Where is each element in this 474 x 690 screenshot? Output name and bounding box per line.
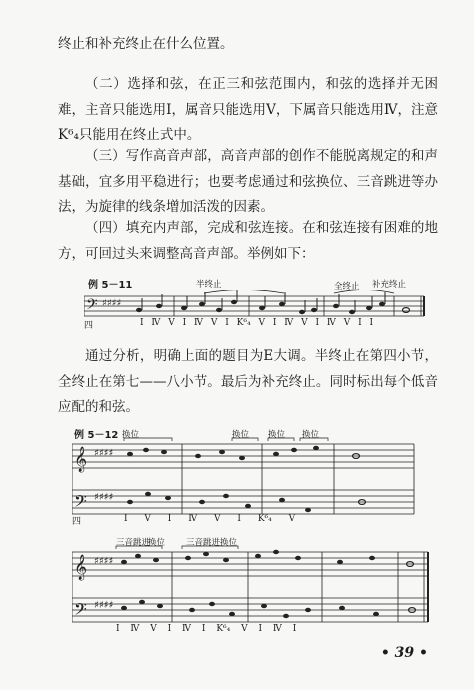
paragraph-2: （二）选择和弦，在正三和弦范围内，和弦的选择并无困难，主音只能选用Ⅰ，属音只能选用Ⅴ，下属音只能选用Ⅳ，注意K⁶₄只能用在终止式中。	[58, 76, 438, 143]
example-2-annotation-3: 换位	[268, 430, 286, 440]
example-2-row-label: 四	[72, 517, 82, 527]
example-1-label: 例 5－11	[88, 280, 133, 291]
example-2-grand-staff-system-1	[72, 436, 422, 526]
svg-text:♯♯♯♯: ♯♯♯♯	[102, 298, 122, 309]
svg-text:♯♯♯♯: ♯♯♯♯	[94, 448, 114, 459]
example-1-annotation-full-cadence: 全终止	[334, 282, 360, 292]
example-2-annotation-7: 三音跳进	[186, 538, 221, 548]
example-2-annotation-4: 换位	[302, 430, 320, 440]
svg-text:𝄢: 𝄢	[74, 491, 87, 515]
example-2-annotation-8: 换位	[220, 538, 238, 548]
svg-text:𝄞: 𝄞	[74, 447, 88, 472]
example-2-grand-staff-system-2	[72, 544, 432, 634]
paragraph-3: （三）写作高音声部，高音声部的创作不能脱离规定的和声基础，宜多用平稳进行；也要考虑通过和弦换位、三音跳进等办法，为旋律的线条增加活泼的因素。	[58, 148, 438, 215]
svg-text:𝄞: 𝄞	[74, 555, 88, 580]
example-1-chord-symbols: Ⅰ Ⅳ Ⅴ Ⅰ Ⅳ Ⅴ Ⅰ K⁶₄ Ⅴ Ⅰ Ⅳ Ⅴ Ⅰ Ⅳ Ⅴ Ⅰ Ⅰ	[140, 318, 374, 328]
example-1-row-label: 四	[84, 321, 94, 331]
svg-text:𝄢: 𝄢	[74, 599, 87, 623]
paragraph-1: 终止和补充终止在什么位置。	[58, 36, 234, 52]
analysis-paragraph: 通过分析，明确上面的题目为E大调。半终止在第四小节，全终止在第七——八小节。最后为补充终止。同时标出每个低音应配的和弦。	[58, 348, 438, 415]
svg-text:♯♯♯♯: ♯♯♯♯	[94, 556, 114, 567]
example-2-annotation-6: 换位	[148, 538, 166, 548]
svg-text:𝄢: 𝄢	[86, 296, 98, 317]
example-1-annotation-extra-cadence: 补充终止	[372, 280, 407, 290]
example-2-annotation-1: 换位	[122, 430, 140, 440]
page-number: • 39 •	[380, 645, 428, 661]
example-2-label: 例 5－12	[74, 430, 119, 441]
example-2-annotation-2: 换位	[232, 430, 250, 440]
example-2-chord-symbols-system-2: Ⅰ Ⅳ Ⅴ Ⅰ Ⅳ Ⅰ K⁶₄ Ⅴ Ⅰ Ⅳ Ⅰ	[116, 624, 297, 634]
example-2-chord-symbols-system-1: Ⅰ Ⅴ Ⅰ Ⅳ Ⅴ Ⅰ K⁶₄ Ⅴ	[124, 514, 296, 524]
svg-text:♯♯♯♯: ♯♯♯♯	[94, 600, 114, 611]
paragraph-4: （四）填充内声部，完成和弦连接。在和弦连接有困难的地方，可回过头来调整高音声部。举例如下：	[58, 220, 438, 262]
svg-text:♯♯♯♯: ♯♯♯♯	[94, 492, 114, 503]
example-2-annotation-5: 三音跳进	[116, 538, 151, 548]
example-1-annotation-half-cadence: 半终止	[196, 280, 222, 290]
